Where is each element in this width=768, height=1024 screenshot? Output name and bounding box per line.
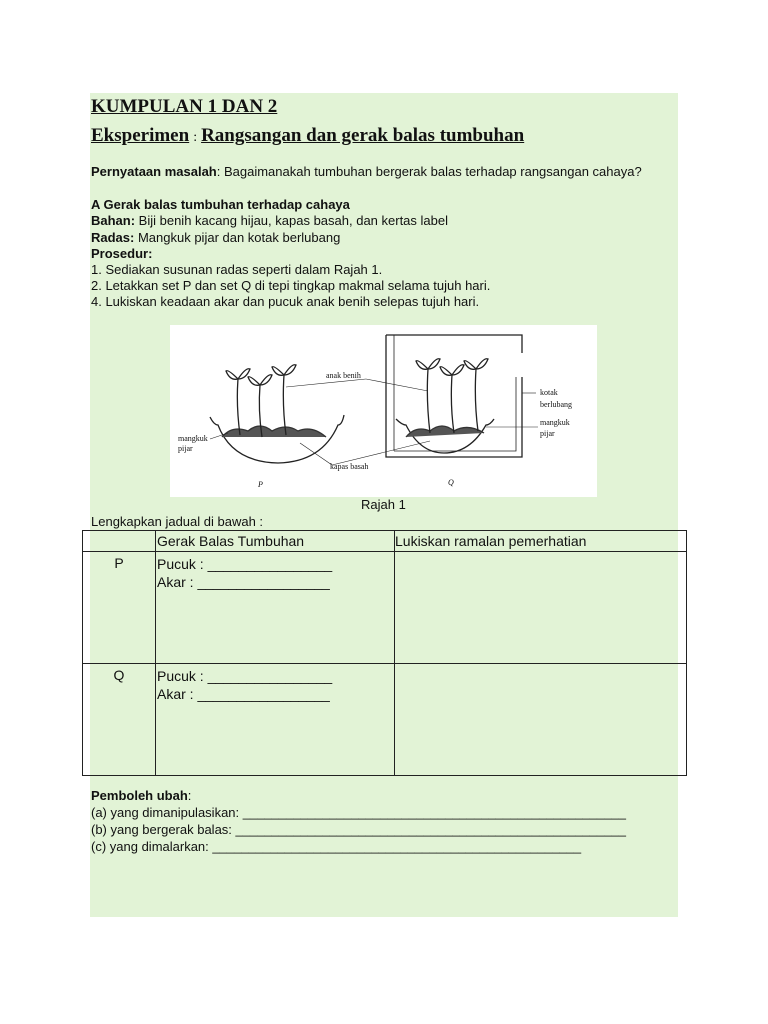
variable-manipulated[interactable]: (a) yang dimanipulasikan: _____________________________________________________ xyxy=(91,805,626,820)
response-cell-q[interactable] xyxy=(156,664,395,776)
table-intro: Lengkapkan jadual di bawah : xyxy=(91,514,264,529)
drawing-cell-q[interactable] xyxy=(395,664,687,776)
variables-label: Pemboleh ubah xyxy=(91,788,188,803)
pucuk-line-p: Pucuk : ________________ xyxy=(157,556,333,572)
row-label-q: Q xyxy=(113,667,125,683)
header-response: Gerak Balas Tumbuhan xyxy=(156,531,395,552)
cotton-q xyxy=(406,426,484,437)
leaves-p-1 xyxy=(226,369,250,380)
label-kotak-2: berlubang xyxy=(540,400,572,409)
drawing-cell-p[interactable] xyxy=(395,552,687,664)
procedure-label: Prosedur: xyxy=(91,246,153,261)
materials-text: Biji benih kacang hijau, kapas basah, dan kertas label xyxy=(135,213,448,228)
pucuk-line-q: Pucuk : ________________ xyxy=(157,668,333,684)
box-sides xyxy=(386,335,522,457)
section-a-title: A Gerak balas tumbuhan terhadap cahaya xyxy=(91,197,350,212)
variables-colon: : xyxy=(187,788,192,803)
figure-caption: Rajah 1 xyxy=(361,497,406,512)
label-kotak-1: kotak xyxy=(540,388,558,397)
label-pijar-right-2: pijar xyxy=(540,429,555,438)
table-header-row xyxy=(83,531,687,552)
header-drawing: Lukiskan ramalan pemerhatian xyxy=(395,531,687,552)
problem-label: Pernyataan masalah xyxy=(91,164,217,179)
leaves-p-2 xyxy=(248,375,272,386)
bowl-p xyxy=(210,415,344,463)
apparatus-label: Radas: xyxy=(91,230,135,245)
label-mangkuk-left-1: mangkuk xyxy=(178,434,208,443)
cotton-p xyxy=(222,426,326,437)
heading: KUMPULAN 1 DAN 2 xyxy=(91,96,278,117)
subheading-separator: : xyxy=(193,130,198,145)
apparatus-line xyxy=(91,230,340,246)
subheading xyxy=(91,125,524,147)
materials-line xyxy=(91,213,448,229)
label-kapas-basah: kapas basah xyxy=(330,462,369,471)
akar-line-p: Akar : _________________ xyxy=(157,574,330,590)
label-pijar-left-2: pijar xyxy=(178,444,193,453)
header-blank xyxy=(83,531,156,552)
stem-q-1 xyxy=(427,369,430,433)
procedure-step-1: 1. Sediakan susunan radas seperti dalam Rajah 1. xyxy=(91,262,383,277)
response-cell-p[interactable] xyxy=(156,552,395,664)
stem-p-1 xyxy=(237,379,240,435)
procedure-step-4: 4. Lukiskan keadaan akar dan pucuk anak benih selepas tujuh hari. xyxy=(91,294,480,309)
procedure-step-2: 2. Letakkan set P dan set Q di tepi tingkap makmal selama tujuh hari. xyxy=(91,278,491,293)
observation-table xyxy=(82,530,687,776)
problem-statement xyxy=(91,164,642,180)
akar-line-q: Akar : _________________ xyxy=(157,686,330,702)
variable-constant[interactable]: (c) yang dimalarkan: ___________________________________________________ xyxy=(91,839,582,854)
box-top xyxy=(386,335,522,353)
stem-p-3 xyxy=(283,375,286,435)
experiment-title: Rangsangan dan gerak balas tumbuhan xyxy=(201,125,525,146)
leaves-p-3 xyxy=(272,365,296,376)
experiment-figure xyxy=(170,325,597,497)
variables-title xyxy=(91,788,191,804)
stem-q-3 xyxy=(475,369,478,431)
row-label-p: P xyxy=(114,555,124,571)
label-anak-benih: anak benih xyxy=(326,371,361,380)
apparatus-diagram xyxy=(170,325,597,497)
label-p: P xyxy=(258,480,263,489)
label-q: Q xyxy=(448,478,454,487)
materials-label: Bahan: xyxy=(91,213,136,228)
table-row-q xyxy=(83,664,687,776)
table-row-p xyxy=(83,552,687,664)
problem-text: : Bagaimanakah tumbuhan bergerak balas terhadap rangsangan cahaya? xyxy=(216,164,642,179)
experiment-label: Eksperimen xyxy=(91,125,190,146)
variable-responding[interactable]: (b) yang bergerak balas: ______________________________________________________ xyxy=(91,822,626,837)
label-mangkuk-right-1: mangkuk xyxy=(540,418,570,427)
apparatus-text: Mangkuk pijar dan kotak berlubang xyxy=(134,230,341,245)
stem-q-2 xyxy=(451,375,454,433)
